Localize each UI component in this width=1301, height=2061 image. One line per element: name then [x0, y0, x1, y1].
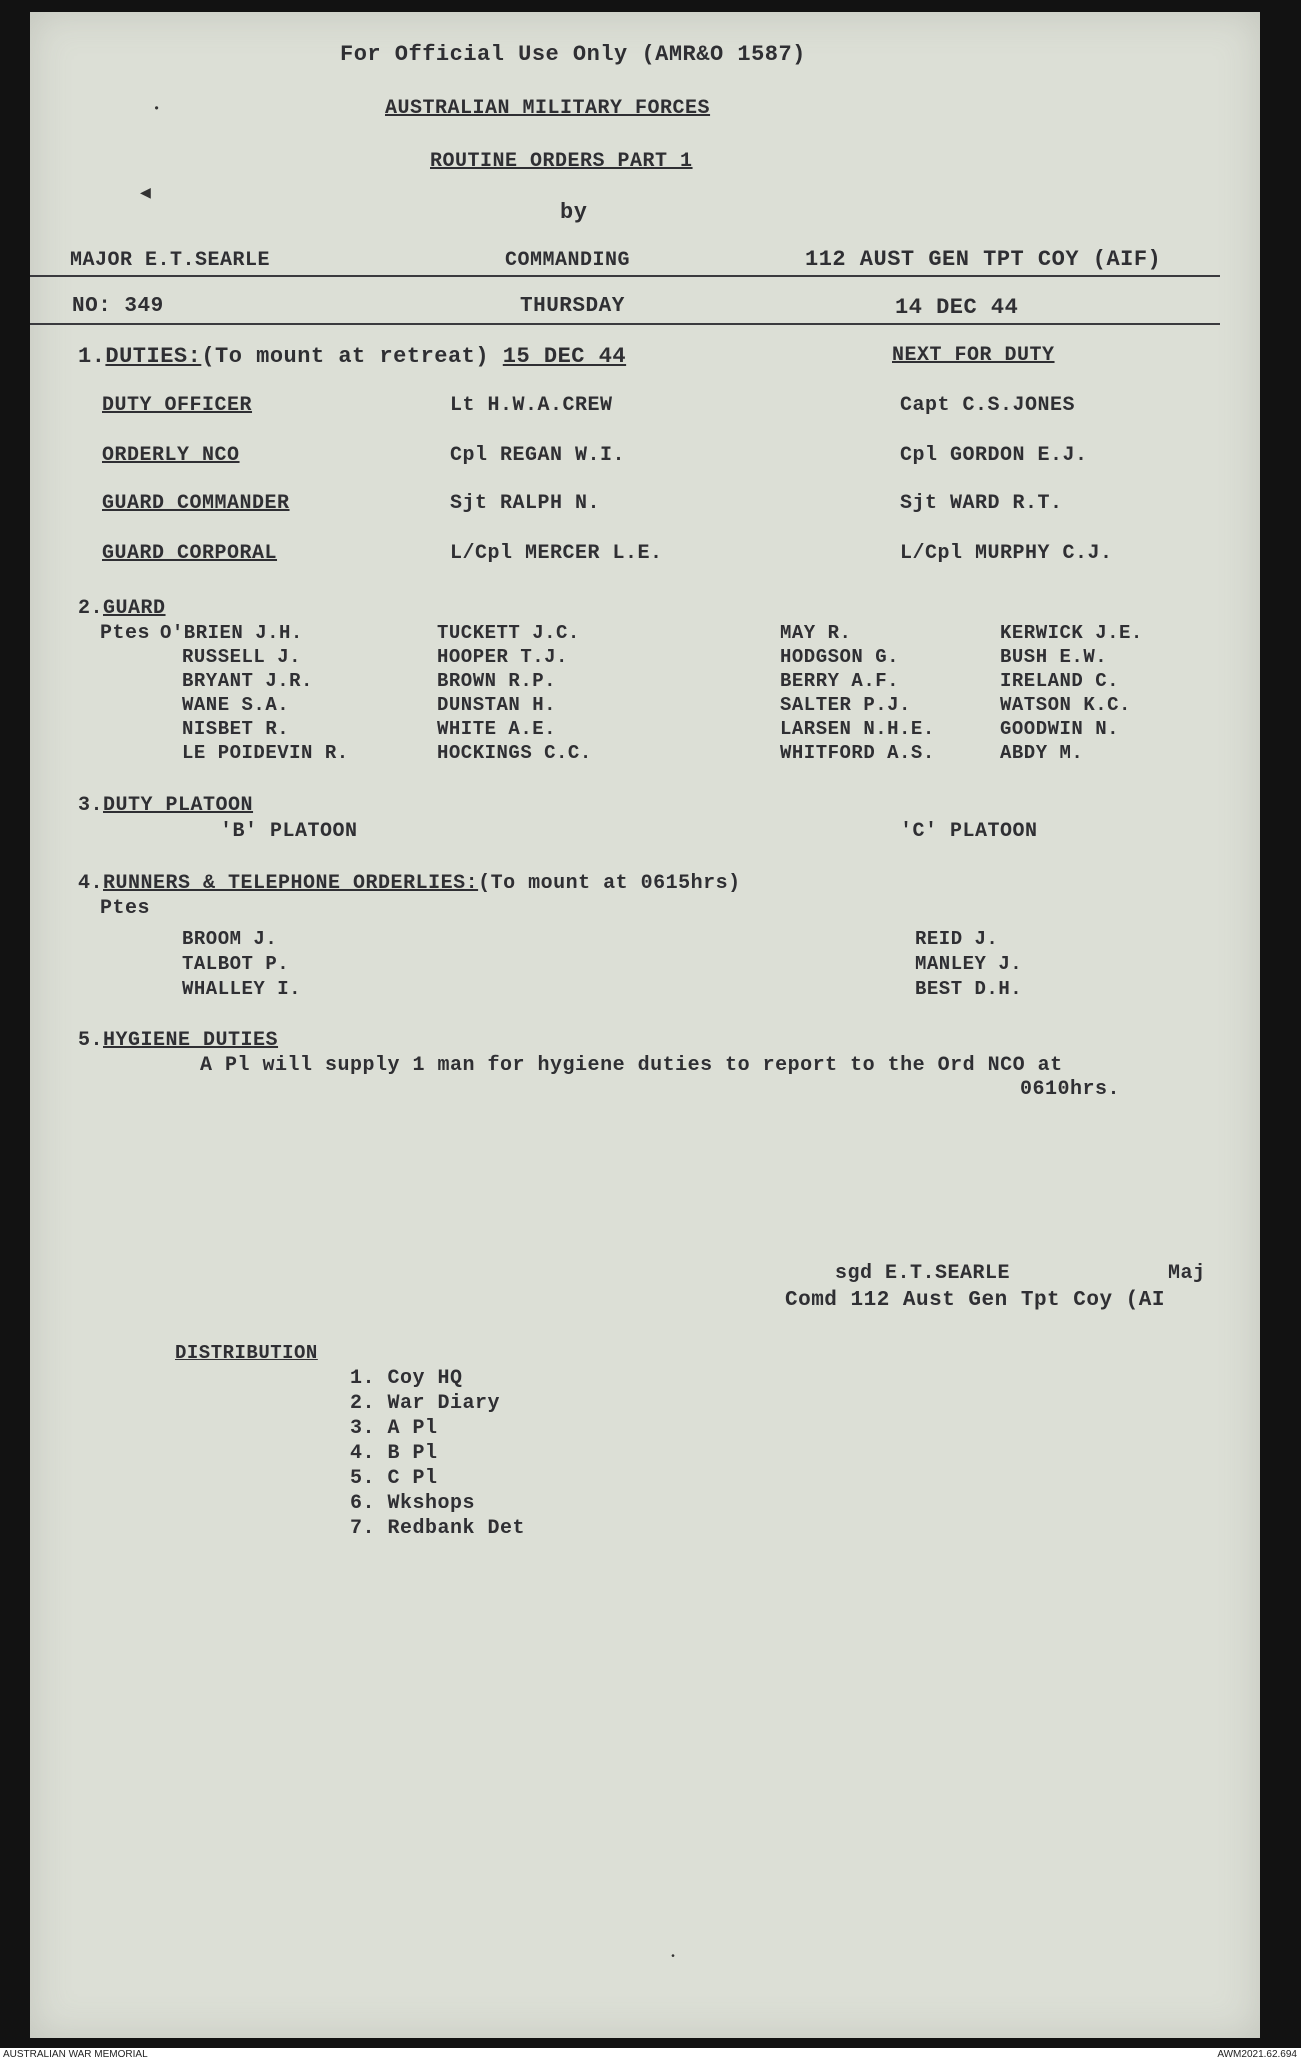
runner-next-name: BEST D.H.: [915, 978, 1023, 1000]
distribution-item: 5. C Pl: [350, 1467, 438, 1490]
hygiene-instruction: A Pl will supply 1 man for hygiene duties to report to the Ord NCO at: [200, 1054, 1063, 1077]
duty-name: Cpl REGAN W.I.: [450, 444, 626, 467]
guard-name: GOODWIN N.: [1000, 718, 1120, 740]
platoon-heading: 3.DUTY PLATOON: [78, 794, 254, 817]
by-line: by: [560, 200, 588, 225]
duty-next: L/Cpl MURPHY C.J.: [900, 542, 1113, 565]
ink-speck: •: [670, 1952, 677, 1963]
duty-next: Cpl GORDON E.J.: [900, 444, 1088, 467]
duty-name: Sjt RALPH N.: [450, 492, 601, 515]
guard-name: HODGSON G.: [780, 646, 900, 668]
guard-name: IRELAND C.: [1000, 670, 1120, 692]
current-platoon: 'B' PLATOON: [220, 820, 358, 843]
guard-name: SALTER P.J.: [780, 694, 911, 716]
guard-name: HOOPER T.J.: [437, 646, 568, 668]
orders-heading: ROUTINE ORDERS PART 1: [430, 150, 693, 173]
official-use-line: For Official Use Only (AMR&O 1587): [340, 42, 806, 67]
ink-speck: •: [153, 102, 161, 116]
runner-name: BROOM J.: [182, 928, 278, 950]
guard-name: WANE S.A.: [182, 694, 290, 716]
archive-reference: AWM2021.62.694: [1217, 2049, 1297, 2060]
guard-name: KERWICK J.E.: [1000, 622, 1143, 644]
order-day: THURSDAY: [520, 295, 625, 318]
duty-name: L/Cpl MERCER L.E.: [450, 542, 663, 565]
runner-next-name: REID J.: [915, 928, 999, 950]
duty-role: GUARD COMMANDER: [102, 492, 290, 515]
binder-hole-mark: ◀: [140, 184, 151, 204]
guard-name: DUNSTAN H.: [437, 694, 557, 716]
commander-name: MAJOR E.T.SEARLE: [70, 249, 271, 272]
order-date: 14 DEC 44: [895, 295, 1019, 320]
runners-ptes-label: Ptes: [100, 897, 151, 920]
unit-name: 112 AUST GEN TPT COY (AIF): [805, 247, 1162, 272]
distribution-heading: DISTRIBUTION: [175, 1342, 318, 1364]
hygiene-time: 0610hrs.: [1020, 1078, 1121, 1101]
guard-name: ABDY M.: [1000, 742, 1084, 764]
guard-heading: 2.GUARD: [78, 597, 166, 620]
guard-name: BUSH E.W.: [1000, 646, 1108, 668]
distribution-item: 6. Wkshops: [350, 1492, 476, 1515]
header-rule-2: [30, 323, 1220, 325]
runner-name: WHALLEY I.: [182, 978, 302, 1000]
guard-name: LE POIDEVIN R.: [182, 742, 349, 764]
guard-name: O'BRIEN J.H.: [160, 622, 303, 644]
document-page: [30, 12, 1260, 2038]
forces-heading: AUSTRALIAN MILITARY FORCES: [385, 97, 711, 120]
next-for-duty-heading: NEXT FOR DUTY: [892, 344, 1055, 367]
duty-role: ORDERLY NCO: [102, 444, 240, 467]
duty-role: GUARD CORPORAL: [102, 542, 278, 565]
guard-name: RUSSELL J.: [182, 646, 302, 668]
guard-name: NISBET R.: [182, 718, 290, 740]
guard-name: BERRY A.F.: [780, 670, 900, 692]
guard-name: WHITFORD A.S.: [780, 742, 935, 764]
duty-name: Lt H.W.A.CREW: [450, 394, 613, 417]
commanding-label: COMMANDING: [505, 249, 631, 272]
archive-footer: [0, 2048, 1301, 2061]
duties-heading: 1.DUTIES:(To mount at retreat) 15 DEC 44: [78, 344, 627, 369]
guard-name: WATSON K.C.: [1000, 694, 1131, 716]
guard-name: TUCKETT J.C.: [437, 622, 580, 644]
order-number: NO: 349: [72, 295, 164, 318]
guard-name: LARSEN N.H.E.: [780, 718, 935, 740]
guard-name: BRYANT J.R.: [182, 670, 313, 692]
next-platoon: 'C' PLATOON: [900, 820, 1038, 843]
runners-heading: 4.RUNNERS & TELEPHONE ORDERLIES:(To mount at 0615hrs): [78, 872, 741, 895]
runner-name: TALBOT P.: [182, 953, 290, 975]
signatory-command: Comd 112 Aust Gen Tpt Coy (AI: [785, 1289, 1165, 1312]
guard-name: HOCKINGS C.C.: [437, 742, 592, 764]
signatory-rank: Maj: [1168, 1262, 1206, 1285]
guard-name: MAY R.: [780, 622, 852, 644]
runner-next-name: MANLEY J.: [915, 953, 1023, 975]
archive-name: AUSTRALIAN WAR MEMORIAL: [3, 2049, 148, 2060]
guard-name: WHITE A.E.: [437, 718, 557, 740]
ptes-label: Ptes: [100, 622, 151, 645]
guard-name: BROWN R.P.: [437, 670, 557, 692]
distribution-item: 3. A Pl: [350, 1417, 438, 1440]
signed-by: sgd E.T.SEARLE: [835, 1262, 1011, 1285]
header-rule-1: [30, 275, 1220, 277]
duty-role: DUTY OFFICER: [102, 394, 253, 417]
distribution-item: 2. War Diary: [350, 1392, 501, 1415]
distribution-item: 4. B Pl: [350, 1442, 438, 1465]
distribution-item: 7. Redbank Det: [350, 1517, 526, 1540]
duty-next: Capt C.S.JONES: [900, 394, 1076, 417]
distribution-item: 1. Coy HQ: [350, 1367, 463, 1390]
hygiene-heading: 5.HYGIENE DUTIES: [78, 1029, 279, 1052]
duty-next: Sjt WARD R.T.: [900, 492, 1063, 515]
